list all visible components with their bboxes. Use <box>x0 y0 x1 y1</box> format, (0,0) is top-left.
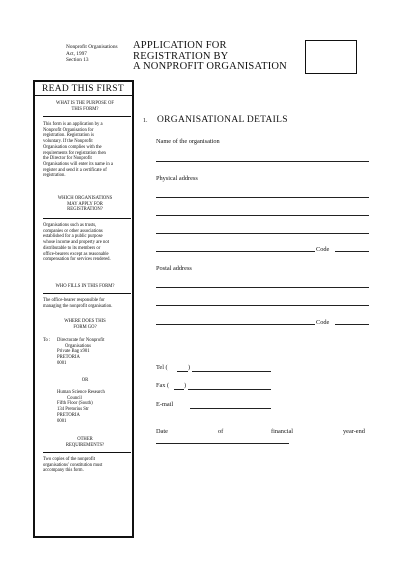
question-other-requirements: OTHER REQUIREMENTS? <box>65 437 105 448</box>
email-label: E-mail <box>156 401 174 408</box>
postal-address-line-1[interactable] <box>156 287 369 288</box>
tel-paren: ) <box>188 364 191 371</box>
fax-label: Fax ( <box>156 382 170 389</box>
answer-who-fills: The office-bearer responsible for managing the nonprofit organisation. <box>43 298 113 309</box>
address-hsrc: Human Science Research Council Fifth Floor (South) 134 Pretorius Str PRETORIA 0001 <box>57 390 105 424</box>
answer-purpose: This form is an application by a Nonprofit Organisation for registration. Registration is voluntary. If the Nonprofit Organisation complies with the requirements for registration then the Director for Nonprofit Organisations will enter its name in a register and send it a certificate of registration. <box>43 122 113 179</box>
fax-paren: ) <box>184 382 187 389</box>
email-field[interactable] <box>190 408 271 409</box>
act-line: Act, 1997 <box>66 50 87 57</box>
section-title: ORGANISATIONAL DETAILS <box>157 115 288 125</box>
divider <box>43 452 131 453</box>
tel-label: Tel ( <box>156 364 168 371</box>
year-end-word-date: Date <box>156 428 168 435</box>
divider <box>43 293 131 294</box>
question-who-may-apply: WHICH ORGANISATIONS MAY APPLY FOR REGISTRATION? <box>57 196 113 213</box>
instructions-sidebar <box>33 80 134 538</box>
or-label: OR <box>81 378 89 383</box>
fax-area-code-field[interactable] <box>174 389 184 390</box>
act-line: Nonprofit Organisations <box>66 44 118 50</box>
act-line: Section 13 <box>66 57 89 64</box>
physical-address-label: Physical address <box>156 175 198 182</box>
year-end-word-of: of <box>218 428 224 435</box>
to-label: To : <box>43 338 51 343</box>
physical-address-line-2[interactable] <box>156 215 369 216</box>
sidebar-heading: READ THIS FIRST <box>35 82 132 96</box>
office-use-box <box>305 40 357 74</box>
address-directorate: Directorate for Nonprofit Organisations Private Bag x901 PRETORIA 0001 <box>57 338 105 366</box>
year-end-word-financial: financial <box>271 428 294 435</box>
tel-number-field[interactable] <box>192 371 271 372</box>
postal-code-label: Code <box>316 319 330 326</box>
year-end-word-year-end: year-end <box>343 428 365 435</box>
title-line: REGISTRATION BY <box>133 50 229 62</box>
physical-code-label: Code <box>316 246 330 253</box>
answer-who-may-apply: Organisations such as trusts, companies or other associations established for a public purpose whose income and property are not distributable to its members or office-bearers except as reasonable compensation for services rendered. <box>43 223 111 263</box>
title-line: APPLICATION FOR <box>133 40 227 51</box>
section-number: 1. <box>143 118 148 124</box>
physical-code-field[interactable] <box>335 251 369 252</box>
question-who-fills: WHO FILLS IN THIS FORM? <box>55 284 115 289</box>
form-title <box>133 41 287 73</box>
physical-address-line-3[interactable] <box>156 233 369 234</box>
physical-address-line-1[interactable] <box>156 197 369 198</box>
name-label: Name of the organisation <box>156 138 220 145</box>
divider <box>43 116 131 117</box>
question-purpose: WHAT IS THE PURPOSE OF THIS FORM? <box>56 101 114 112</box>
name-field[interactable] <box>156 161 369 162</box>
postal-address-line-3[interactable] <box>156 324 315 325</box>
postal-address-line-2[interactable] <box>156 305 369 306</box>
tel-area-code-field[interactable] <box>177 371 188 372</box>
question-where-form-goes: WHERE DOES THIS FORM GO? <box>64 319 106 330</box>
act-reference <box>66 44 118 64</box>
physical-address-line-4[interactable] <box>156 251 315 252</box>
answer-other-requirements: Two copies of the nonprofit organisations' constitution must accompany this form. <box>43 457 103 474</box>
title-line: A NONPROFIT ORGANISATION <box>133 61 287 72</box>
year-end-field[interactable] <box>156 443 289 444</box>
fax-number-field[interactable] <box>188 389 271 390</box>
postal-address-label: Postal address <box>156 265 192 272</box>
divider <box>43 218 131 219</box>
postal-code-field[interactable] <box>335 324 369 325</box>
